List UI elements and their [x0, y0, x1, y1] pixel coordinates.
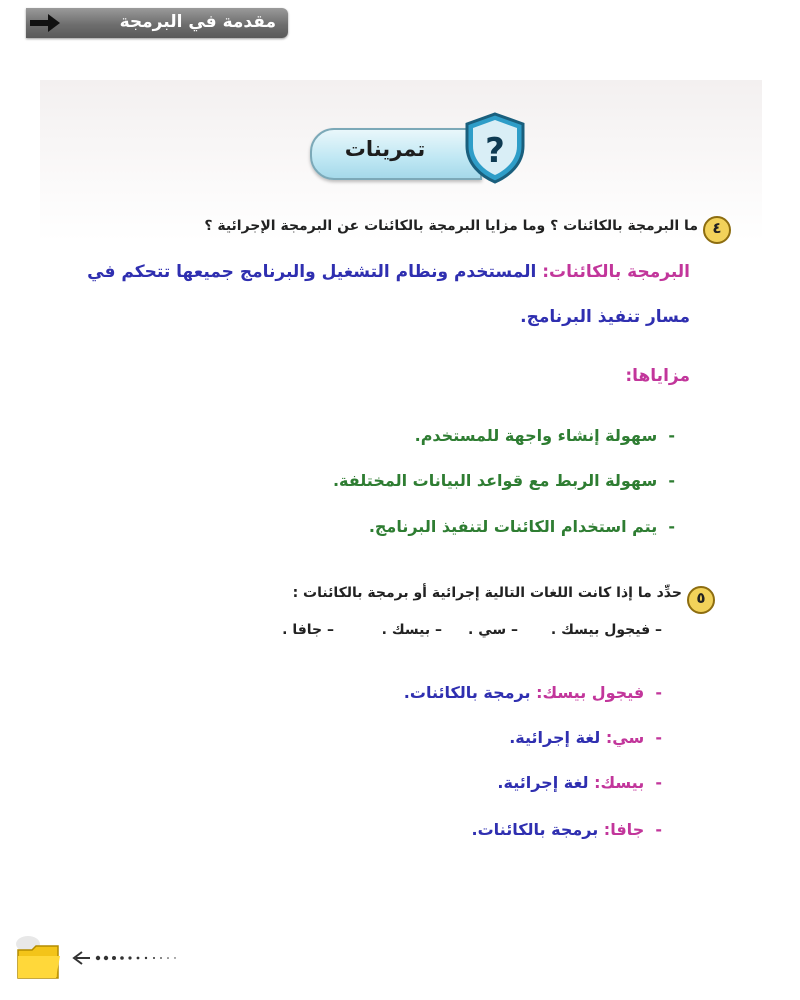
list-dash: -: [657, 426, 675, 445]
answer-text: برمجة بالكائنات.: [403, 683, 531, 702]
question-5-number: ٥: [696, 589, 706, 607]
q4-answer-line-1: [87, 262, 690, 282]
arrow-right-icon: [30, 14, 60, 32]
q5-answer-row: [404, 683, 662, 702]
list-dash: -: [644, 728, 662, 747]
header-bar: [26, 8, 288, 38]
svg-text:?: ?: [485, 131, 505, 171]
answer-text: لغة إجرائية.: [509, 728, 601, 747]
answer-term: بيسك:: [594, 773, 645, 792]
q5-answer-row: [509, 728, 662, 747]
list-dash: -: [644, 683, 662, 702]
answer-term: البرمجة بالكائنات:: [542, 262, 690, 282]
answer-term: جافا:: [603, 820, 645, 839]
list-dash: -: [644, 773, 662, 792]
q5-answer-row: [472, 820, 663, 839]
language-option: – سي .: [468, 622, 518, 638]
answer-text: لغة إجرائية.: [497, 773, 589, 792]
language-option: – بيسك .: [381, 622, 442, 638]
advantage-item: - يتم استخدام الكائنات لتنفيذ البرنامج.: [368, 517, 675, 536]
answer-term: سي:: [605, 728, 645, 747]
q4-answer-line-2: مسار تنفيذ البرنامج.: [520, 307, 690, 327]
language-option: – جافا .: [282, 622, 334, 638]
list-dash: -: [657, 471, 675, 490]
advantage-item: - سهولة الربط مع قواعد البيانات المختلفة.: [332, 471, 675, 490]
advantage-item: - سهولة إنشاء واجهة للمستخدم.: [414, 426, 675, 445]
question-4-number: ٤: [712, 219, 722, 237]
list-dash: -: [657, 517, 675, 536]
folder-icon: [14, 932, 64, 984]
header-title: مقدمة في البرمجة: [119, 12, 276, 32]
language-option: – فيجول بيسك .: [550, 622, 662, 638]
answer-text: المستخدم ونظام التشغيل والبرنامج جميعها تتحكم في: [87, 262, 537, 282]
question-4-text: ما البرمجة بالكائنات ؟ وما مزايا البرمجة بالكائنات عن البرمجة الإجرائية ؟: [204, 218, 698, 234]
answer-text: برمجة بالكائنات.: [471, 820, 599, 839]
answer-term: فيجول بيسك:: [536, 683, 645, 702]
question-shield-icon: [463, 112, 527, 184]
exercises-title: تمرينات: [344, 137, 426, 161]
dotted-arrow-icon: [72, 948, 192, 968]
q5-answer-row: [497, 773, 662, 792]
question-5-text: حدِّد ما إذا كانت اللغات التالية إجرائية أو برمجة بالكائنات :: [292, 585, 682, 601]
advantages-label: مزاياها:: [625, 366, 690, 386]
list-dash: -: [644, 820, 662, 839]
